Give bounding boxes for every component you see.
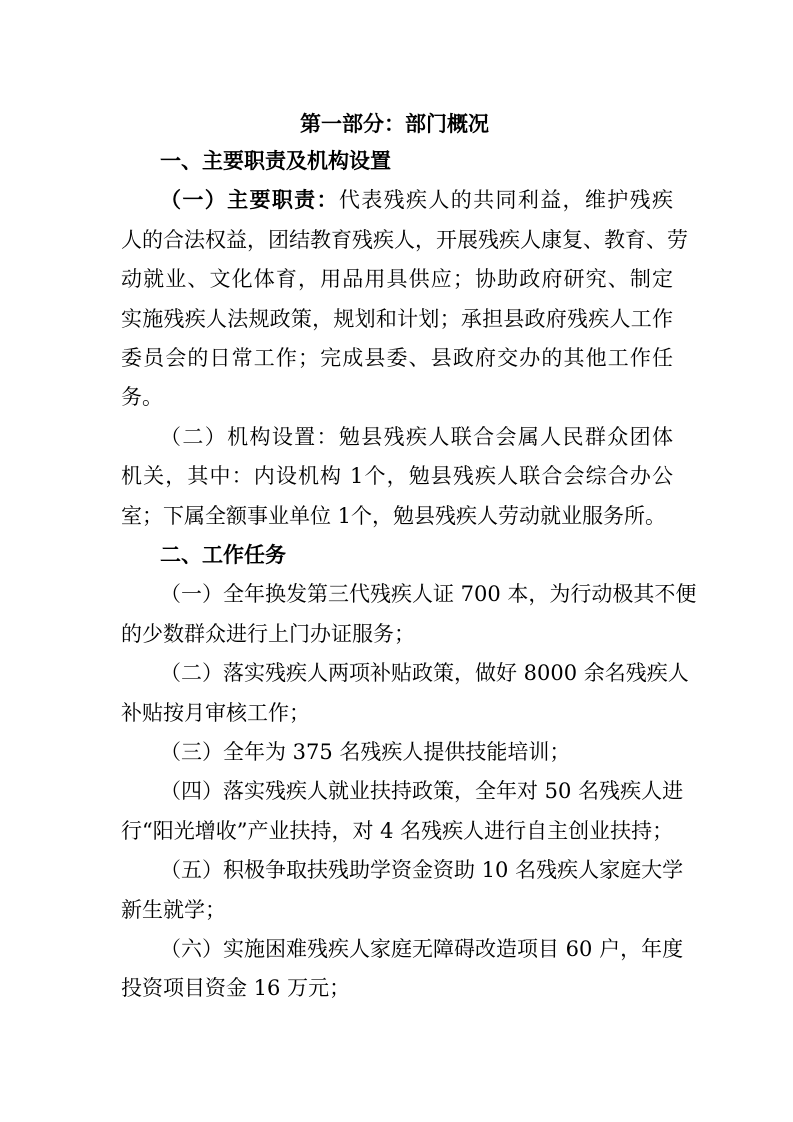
task-item-line: 新生就学； [121, 898, 226, 922]
org-structure-paragraph-line: 室；下属全额事业单位 1个，勉县残疾人劳动就业服务所。 [121, 504, 667, 528]
org-structure-paragraph-line: 机关，其中：内设机构 1个，勉县残疾人联合会综合办公 [121, 464, 673, 488]
task-item-line: （二）落实残疾人两项补贴政策，做好 8000 余名残疾人 [160, 661, 689, 685]
section-heading-work-tasks: 二、工作任务 [160, 543, 286, 567]
page-title: 第一部分：部门概况 [300, 112, 489, 136]
duties-paragraph-line: 实施残疾人法规政策，规划和计划；承担县政府残疾人工作 [121, 307, 673, 331]
duties-paragraph-line: 委员会的日常工作；完成县委、县政府交办的其他工作任 [121, 346, 673, 370]
section-heading-duties-and-structure: 一、主要职责及机构设置 [160, 149, 391, 173]
duties-paragraph-line [160, 186, 673, 214]
task-item-line: （四）落实残疾人就业扶持政策，全年对 50 名残疾人进 [160, 779, 684, 803]
task-item-line: 的少数群众进行上门办证服务； [121, 622, 415, 646]
org-structure-paragraph-line: （二）机构设置：勉县残疾人联合会属人民群众团体 [160, 425, 673, 449]
duties-label: （一）主要职责： [160, 187, 339, 212]
task-item-line: （一）全年换发第三代残疾人证 700 本，为行动极其不便 [160, 582, 697, 606]
task-item-line: 补贴按月审核工作； [121, 701, 310, 725]
task-item-line: 投资项目资金 16 万元； [121, 976, 351, 1000]
task-item-line: 行“阳光增收”产业扶持，对 4 名残疾人进行自主创业扶持； [121, 819, 674, 843]
duties-paragraph-line: 人的合法权益，团结教育残疾人，开展残疾人康复、教育、劳 [121, 228, 688, 252]
duties-text: 代表残疾人的共同利益，维护残疾 [338, 188, 674, 212]
duties-paragraph-line: 动就业、文化体育，用品用具供应；协助政府研究、制定 [121, 267, 673, 291]
duties-paragraph-line: 务。 [121, 385, 163, 409]
task-item-line: （五）积极争取扶残助学资金资助 10 名残疾人家庭大学 [160, 858, 684, 882]
task-item-line: （三）全年为 375 名残疾人提供技能培训； [160, 740, 571, 764]
task-item-line: （六）实施困难残疾人家庭无障碍改造项目 60 户，年度 [160, 937, 684, 961]
